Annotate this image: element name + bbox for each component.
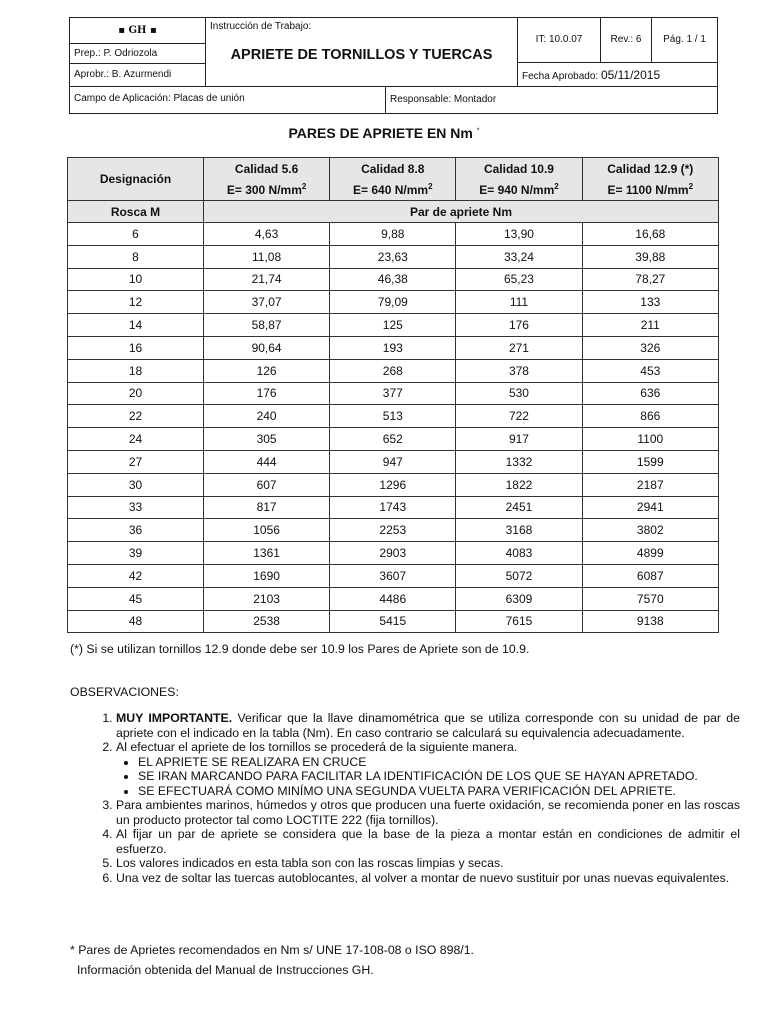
table-row (68, 382, 719, 405)
thread-size-cell: 16 (68, 336, 204, 359)
torque-value-cell: 2103 (204, 587, 330, 610)
footer-standard-note: * Pares de Aprietes recomendados en Nm s/ UNE 17-108-08 o ISO 898/1. (70, 943, 474, 957)
thread-size-cell: 18 (68, 359, 204, 382)
title-cell (205, 17, 518, 87)
units-header-row (68, 201, 719, 223)
torque-value-cell: 377 (330, 382, 456, 405)
procedure-bullet: • EL APRIETE SE REALIZARA EN CRUCE (138, 755, 740, 770)
thread-size-cell: 24 (68, 428, 204, 451)
torque-value-cell: 176 (204, 382, 330, 405)
torque-value-cell: 3802 (582, 519, 718, 542)
table-row (68, 268, 719, 291)
thread-size-cell: 10 (68, 268, 204, 291)
quality-header: Calidad 10.9 E= 940 $N/mm^2$ (456, 158, 582, 201)
quality-header: Calidad 8.8 E= 640 $N/mm^2$ (330, 158, 456, 201)
work-instruction-label: Instrucción de Trabajo: (210, 21, 312, 32)
torque-value-cell: 4486 (330, 587, 456, 610)
torque-value-cell: 2451 (456, 496, 582, 519)
quality-header: Calidad 5.6 E= 300 $N/mm^2$ (204, 158, 330, 201)
torque-value-cell: 39,88 (582, 245, 718, 268)
torque-value-cell: 4899 (582, 542, 718, 565)
observation-item: 4. Al fijar un par de apriete se considera que la base de la pieza a montar están en condiciones de admitir el esfuerzo. (116, 827, 740, 856)
thread-size-cell: 14 (68, 314, 204, 337)
torque-value-cell: 11,08 (204, 245, 330, 268)
torque-value-cell: 1822 (456, 473, 582, 496)
thread-size-cell: 8 (68, 245, 204, 268)
observations-list (92, 711, 740, 885)
torque-value-cell: 652 (330, 428, 456, 451)
torque-value-cell: 13,90 (456, 223, 582, 246)
torque-value-cell: 866 (582, 405, 718, 428)
torque-value-cell: 23,63 (330, 245, 456, 268)
torque-value-cell: 271 (456, 336, 582, 359)
torque-value-cell: 58,87 (204, 314, 330, 337)
torque-value-cell: 9138 (582, 610, 718, 633)
torque-value-cell: 2187 (582, 473, 718, 496)
torque-value-cell: 176 (456, 314, 582, 337)
torque-value-cell: 5072 (456, 564, 582, 587)
company-logo: ▪ GH ▪ (69, 17, 206, 44)
torque-value-cell: 3168 (456, 519, 582, 542)
torque-value-cell: 126 (204, 359, 330, 382)
torque-value-cell: 1361 (204, 542, 330, 565)
torque-value-cell: 378 (456, 359, 582, 382)
torque-value-cell: 444 (204, 450, 330, 473)
torque-value-cell: 722 (456, 405, 582, 428)
thread-size-cell: 36 (68, 519, 204, 542)
torque-value-cell: 326 (582, 336, 718, 359)
table-row (68, 223, 719, 246)
torque-value-cell: 2903 (330, 542, 456, 565)
thread-size-cell: 27 (68, 450, 204, 473)
thread-size-cell: 42 (68, 564, 204, 587)
torque-value-cell: 268 (330, 359, 456, 382)
torque-value-cell: 46,38 (330, 268, 456, 291)
torque-value-cell: 33,24 (456, 245, 582, 268)
table-row (68, 336, 719, 359)
observation-item: 6. Una vez de soltar las tuercas autoblocantes, al volver a montar de nuevo sustituir por unas nuevas equivalentes. (116, 871, 740, 886)
torque-value-cell: 453 (582, 359, 718, 382)
observations-title: OBSERVACIONES: (70, 685, 179, 699)
torque-value-cell: 125 (330, 314, 456, 337)
torque-value-cell: 7615 (456, 610, 582, 633)
thread-header: Rosca M (68, 201, 204, 223)
observation-item: 1. MUY IMPORTANTE. Verificar que la llave dinamométrica que se utiliza corresponde con su unidad de par de apriete con el indicado en la tabla (Nm). En caso contrario se calculará su equivalencia adecuadamente. (116, 711, 740, 740)
observation-item: 2. Al efectuar el apriete de los tornillos se procederá de la siguiente manera. • EL APRIETE SE REALIZARA EN CRUCE • SE IRAN MARCANDO PARA FACILITAR LA IDENTIFICACIÓN DE LOS QUE SE HAYAN APRETADO. • SE EFECTUARÁ COMO MINÍMO UNA SEGUNDA VUELTA PARA VERIFICACIÓN DEL APRIETE. (116, 740, 740, 798)
torque-value-cell: 1599 (582, 450, 718, 473)
torque-value-cell: 37,07 (204, 291, 330, 314)
table-row (68, 359, 719, 382)
observation-item: 3. Para ambientes marinos, húmedos y otros que producen una fuerte oxidación, se recomienda poner en las roscas un producto protector tal como LOCTITE 222 (fija tornillos). (116, 798, 740, 827)
approved-by: Aprobr.: B. Azurmendi (69, 63, 206, 87)
torque-value-cell: 1743 (330, 496, 456, 519)
table-row (68, 542, 719, 565)
table-title (0, 125, 768, 141)
torque-value-cell: 16,68 (582, 223, 718, 246)
table-row (68, 564, 719, 587)
torque-value-cell: 636 (582, 382, 718, 405)
torque-value-cell: 6309 (456, 587, 582, 610)
thread-size-cell: 39 (68, 542, 204, 565)
document-title: APRIETE DE TORNILLOS Y TUERCAS (230, 47, 493, 63)
torque-value-cell: 305 (204, 428, 330, 451)
observation-emphasis: MUY IMPORTANTE. (116, 711, 233, 725)
torque-value-cell: 1690 (204, 564, 330, 587)
approval-date: 05/11/2015 (600, 68, 661, 82)
thread-size-cell: 22 (68, 405, 204, 428)
torque-value-cell: 4083 (456, 542, 582, 565)
quality-header-row (68, 158, 719, 201)
thread-size-cell: 20 (68, 382, 204, 405)
table-title-text: PARES DE APRIETE EN Nm (288, 125, 473, 141)
thread-size-cell: 33 (68, 496, 204, 519)
torque-value-cell: 7570 (582, 587, 718, 610)
table-row (68, 405, 719, 428)
torque-value-cell: 530 (456, 382, 582, 405)
torque-value-cell: 1296 (330, 473, 456, 496)
torque-value-cell: 947 (330, 450, 456, 473)
torque-value-cell: 6087 (582, 564, 718, 587)
torque-value-cell: 2941 (582, 496, 718, 519)
torque-value-cell: 2253 (330, 519, 456, 542)
approval-date-label: Fecha Aprobado: (522, 71, 599, 82)
torque-value-cell: 211 (582, 314, 718, 337)
table-row (68, 610, 719, 633)
procedure-bullet: • SE EFECTUARÁ COMO MINÍMO UNA SEGUNDA VUELTA PARA VERIFICACIÓN DEL APRIETE. (138, 784, 740, 799)
table-row (68, 314, 719, 337)
procedure-bullets (116, 755, 740, 799)
torque-value-cell: 133 (582, 291, 718, 314)
torque-value-cell: 1332 (456, 450, 582, 473)
torque-value-cell: 5415 (330, 610, 456, 633)
table-row (68, 291, 719, 314)
table-row (68, 587, 719, 610)
torque-value-cell: 3607 (330, 564, 456, 587)
torque-value-cell: 2538 (204, 610, 330, 633)
torque-value-cell: 111 (456, 291, 582, 314)
revision: Rev.: 6 (600, 17, 652, 63)
prepared-by: Prep.: P. Odriozola (69, 43, 206, 64)
thread-size-cell: 30 (68, 473, 204, 496)
torque-value-cell: 78,27 (582, 268, 718, 291)
procedure-bullet: • SE IRAN MARCANDO PARA FACILITAR LA IDENTIFICACIÓN DE LOS QUE SE HAYAN APRETADO. (138, 769, 740, 784)
quality-header: Calidad 12.9 (*) E= 1100 $N/mm^2$ (582, 158, 718, 201)
torque-value-cell: 1100 (582, 428, 718, 451)
torque-value-cell: 1056 (204, 519, 330, 542)
torque-value-cell: 917 (456, 428, 582, 451)
table-row (68, 428, 719, 451)
torque-value-cell: 65,23 (456, 268, 582, 291)
torque-table (67, 157, 719, 633)
footer-source: Información obtenida del Manual de Instrucciones GH. (77, 963, 374, 977)
page-number: Pág. 1 / 1 (651, 17, 718, 63)
designation-header: Designación (68, 158, 204, 201)
torque-header: Par de apriete Nm (204, 201, 719, 223)
thread-size-cell: 6 (68, 223, 204, 246)
thread-size-cell: 12 (68, 291, 204, 314)
table-row (68, 496, 719, 519)
table-row (68, 450, 719, 473)
table-row (68, 473, 719, 496)
torque-value-cell: 607 (204, 473, 330, 496)
table-row (68, 245, 719, 268)
torque-value-cell: 90,64 (204, 336, 330, 359)
torque-value-cell: 79,09 (330, 291, 456, 314)
torque-value-cell: 9,88 (330, 223, 456, 246)
torque-value-cell: 817 (204, 496, 330, 519)
thread-size-cell: 48 (68, 610, 204, 633)
torque-value-cell: 21,74 (204, 268, 330, 291)
responsible: Responsable: Montador (385, 86, 718, 114)
approval-date-cell (517, 62, 718, 87)
table-title-mark: * (476, 127, 480, 135)
torque-value-cell: 513 (330, 405, 456, 428)
torque-value-cell: 4,63 (204, 223, 330, 246)
table-row (68, 519, 719, 542)
thread-size-cell: 45 (68, 587, 204, 610)
torque-value-cell: 240 (204, 405, 330, 428)
torque-value-cell: 193 (330, 336, 456, 359)
observation-item: 5. Los valores indicados en esta tabla son con las roscas limpias y secas. (116, 856, 740, 871)
scope: Campo de Aplicación: Placas de unión (69, 86, 386, 114)
document-header (69, 17, 718, 114)
it-code: IT: 10.0.07 (517, 17, 601, 63)
footnote-12-9: (*) Si se utilizan tornillos 12.9 donde debe ser 10.9 los Pares de Apriete son de 10.9. (70, 642, 530, 656)
